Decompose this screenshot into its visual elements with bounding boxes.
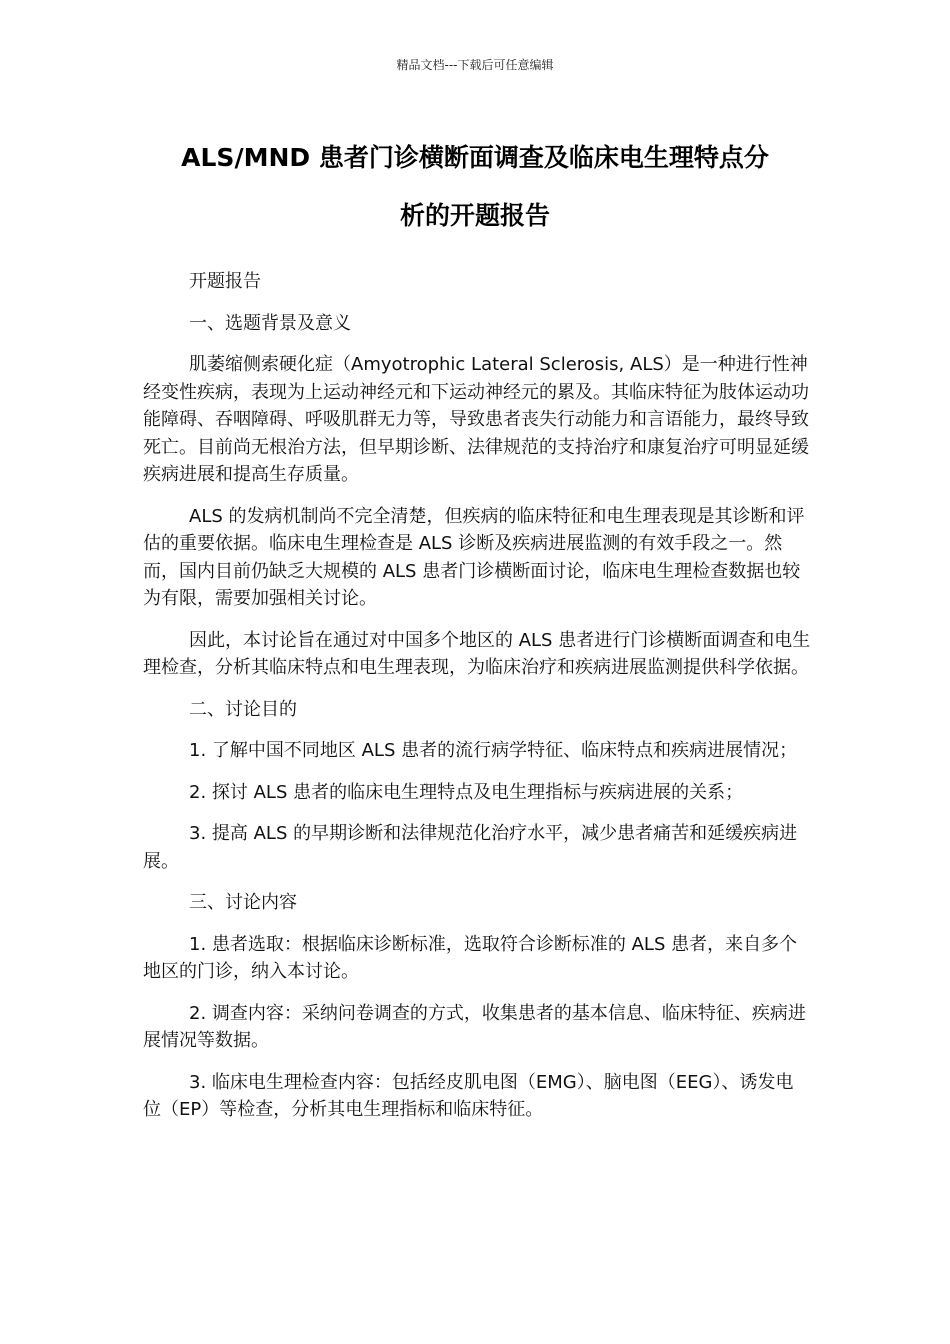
section-heading-objectives: 二、讨论目的 — [189, 698, 297, 720]
background-paragraph-2: ALS 的发病机制尚不完全清楚，但疾病的临床特征和电生理表现是其诊断和评估的重要依据。临床电生理检查是 ALS 诊断及疾病进展监测的有效手段之一。然而，国内目前仍缺乏大规模的 ALS 患者门诊横断面讨论，临床电生理检查数据也较为有限，需要加强相关讨论。 — [143, 505, 805, 609]
objective-item-2: 2. 探讨 ALS 患者的临床电生理特点及电生理指标与疾病进展的关系； — [189, 781, 744, 803]
document-title — [120, 129, 830, 245]
background-paragraph-1: 肌萎缩侧索硬化症（Amyotrophic Lateral Sclerosis, ALS）是一种进行性神经变性疾病，表现为上运动神经元和下运动神经元的累及。其临床特征为肢体运动功能障碍、吞咽障碍、呼吸肌群无力等，导致患者丧失行动能力和言语能力，最终导致死亡。目前尚无根治方法，但早期诊断、法律规范的支持治疗和康复治疗可明显延缓疾病进展和提高生存质量。 — [143, 354, 809, 485]
section-heading-content: 三、讨论内容 — [189, 892, 297, 913]
objective-item-1: 1. 了解中国不同地区 ALS 患者的流行病学特征、临床特点和疾病进展情况； — [189, 740, 798, 761]
content-item-3: 3. 临床电生理检查内容：包括经皮肌电图（EMG）、脑电图（EEG）、诱发电位（EP）等检查，分析其电生理指标和临床特征。 — [143, 1071, 794, 1120]
content-item-1: 1. 患者选取：根据临床诊断标准，选取符合诊断标准的 ALS 患者，来自多个地区的门诊，纳入本讨论。 — [143, 933, 798, 982]
page-header: 精品文档---下载后可任意编辑 — [396, 58, 554, 72]
report-label: 开题报告 — [189, 271, 261, 292]
section-heading-background: 一、选题背景及意义 — [189, 312, 351, 334]
background-paragraph-3: 因此，本讨论旨在通过对中国多个地区的 ALS 患者进行门诊横断面调查和电生理检查，分析其临床特点和电生理表现，为临床治疗和疾病进展监测提供科学依据。 — [143, 629, 811, 678]
document-body — [143, 268, 811, 1138]
objective-item-3: 3. 提高 ALS 的早期诊断和法律规范化治疗水平，减少患者痛苦和延缓疾病进展。 — [143, 823, 798, 872]
document-title-line-2: 析的开题报告 — [399, 201, 550, 230]
document-title-line-1: ALS/MND 患者门诊横断面调查及临床电生理特点分 — [181, 143, 769, 172]
content-item-2: 2. 调查内容：采纳问卷调查的方式，收集患者的基本信息、临床特征、疾病进展情况等数据。 — [143, 1002, 806, 1051]
